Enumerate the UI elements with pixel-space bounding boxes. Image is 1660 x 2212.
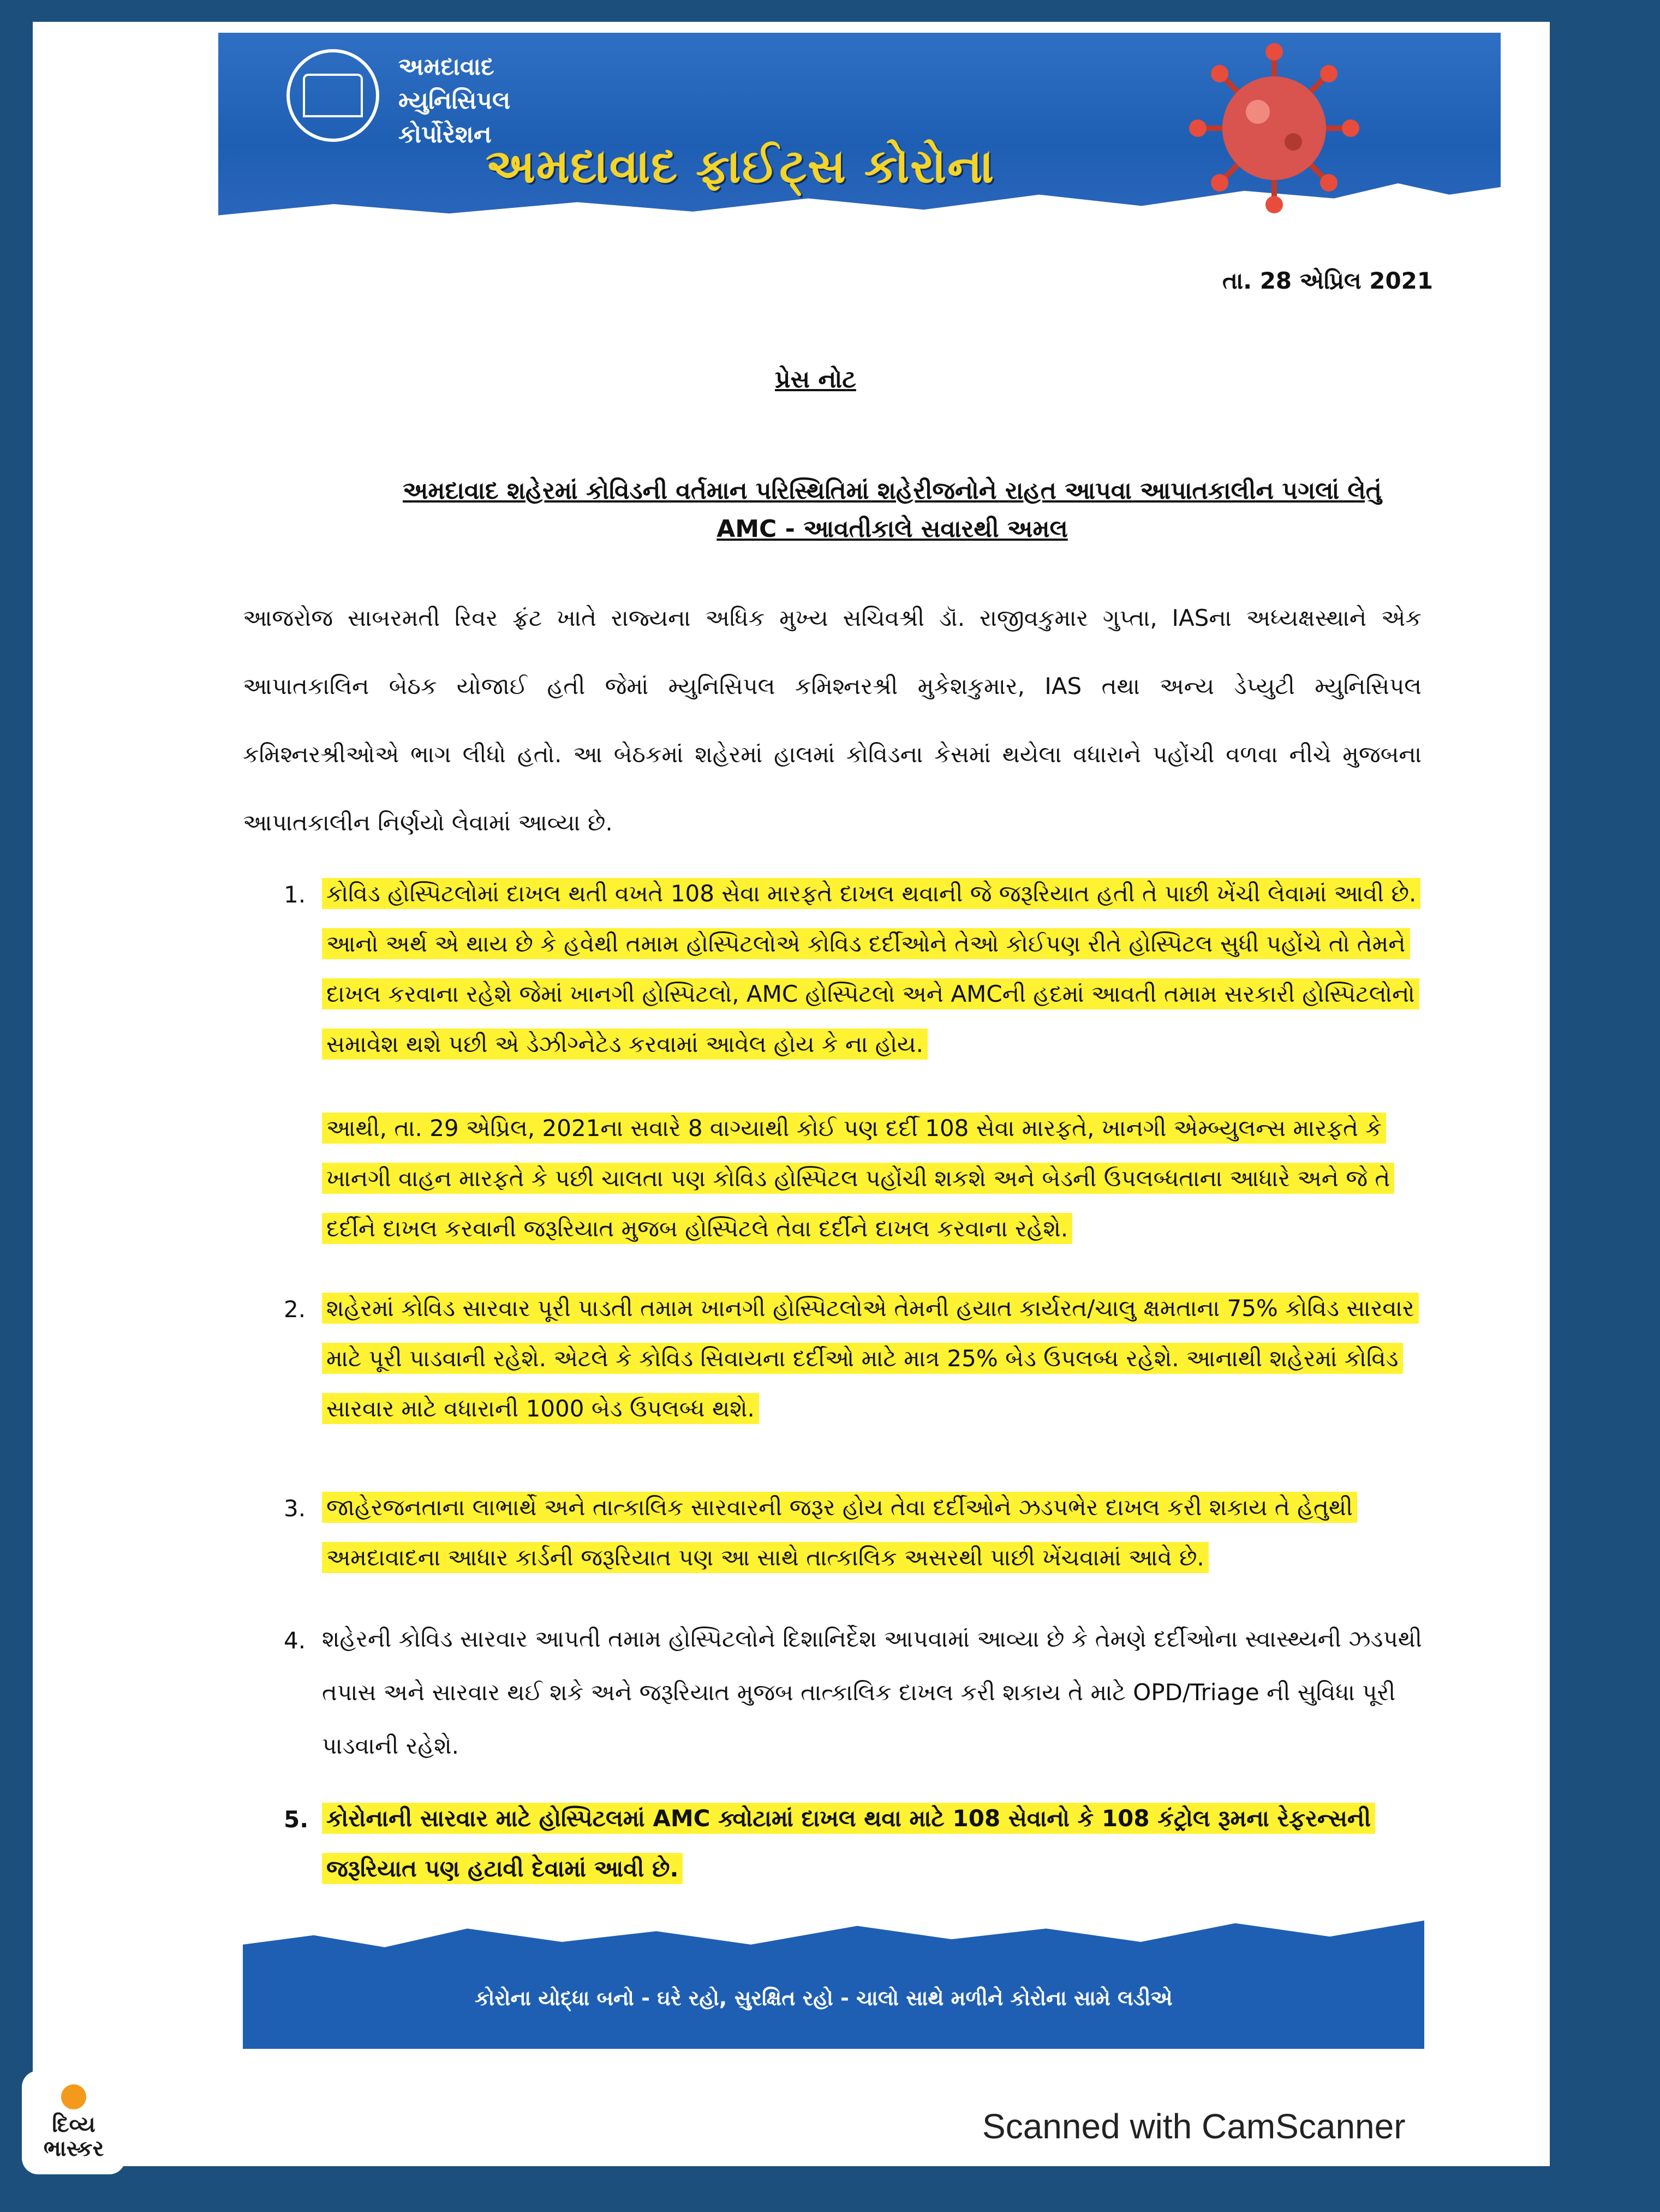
item-number: 2.	[284, 1296, 306, 1323]
coronavirus-icon	[1187, 41, 1362, 216]
item-number: 5.	[284, 1806, 309, 1833]
item-number: 3.	[284, 1495, 306, 1522]
headline-line-2: AMC - આવતીકાલે સવારથી અમલ	[716, 515, 1068, 543]
headline-line-1: અમદાવાદ શહેરમાં કોવિડની વર્તમાન પરિસ્થિતિમાં શહેરીજનોને રાહત આપવા આપાતકાલીન પગલાં લેતું	[403, 477, 1382, 505]
item-3-text	[322, 1482, 1424, 1583]
item-4-text: શહેરની કોવિડ સારવાર આપતી તમામ હોસ્પિટલોને દિશાનિર્દેશ આપવામાં આવ્યા છે કે તેમણે દર્દીઓના સ્વાસ્થ્યની ઝડપથી તપાસ અને સારવાર થઈ શકે અને જરૂરિયાત મુજબ તાત્કાલિક દાખલ કરી શકાય તે માટે OPD/Triage ની સુવિધા પૂરી પાડવાની રહેશે.	[322, 1625, 1422, 1759]
item-5-text	[322, 1793, 1424, 1894]
item-number: 4.	[284, 1627, 306, 1654]
corporation-name-line: અમદાવાદ	[398, 53, 494, 81]
banner-title: અમદાવાદ ફાઈટ્સ કોરોના	[486, 139, 995, 194]
press-note-heading: પ્રેસ નોટ	[775, 366, 856, 393]
corporation-seal-icon	[286, 49, 379, 142]
intro-paragraph: આજરોજ સાબરમતી રિવર ફ્રંટ ખાતે રાજ્યના અધિક મુખ્ય સચિવશ્રી ડૉ. રાજીવકુમાર ગુપ્તા, IASના અધ્યક્ષસ્થાને એક આપાતકાલિન બેઠક યોજાઈ હતી જેમાં મ્યુનિસિપલ કમિશ્નરશ્રી મુકેશકુમાર, IAS તથા અન્ય ડેપ્યુટી મ્યુનિસિપલ કમિશ્નરશ્રીઓએ ભાગ લીધો હતો. આ બેઠકમાં શહેરમાં હાલમાં કોવિડના કેસમાં થયેલા વધારાને પહોંચી વળવા નીચે મુજબના આપાતકાલીન નિર્ણયો લેવામાં આવ્યા છે.	[243, 605, 1422, 836]
corporation-name-line: મ્યુનિસિપલ	[398, 87, 511, 115]
item-text: કોરોનાની સારવાર માટે હોસ્પિટલમાં AMC ક્વોટામાં દાખલ થવા માટે 108 સેવાનો કે 108 કંટ્રોલ રૂમના રેફરન્સની જરૂરિયાત પણ હટાવી દેવામાં આવી છે.	[322, 1803, 1375, 1884]
item-text: કોવિડ હોસ્પિટલોમાં દાખલ થતી વખતે 108 સેવા મારફતે દાખલ થવાની જે જરૂરિયાત હતી તે પાછી ખેંચી લેવામાં આવી છે. આનો અર્થ એ થાય છે કે હવેથી તમામ હોસ્પિટલોએ કોવિડ દર્દીઓને તેઓ કોઈપણ રીતે હોસ્પિટલ સુધી પહોંચે તો તેમને દાખલ કરવાના રહેશે જેમાં ખાનગી હોસ્પિટલો, AMC હોસ્પિટલો અને AMCની હદમાં આવતી તમામ સરકારી હોસ્પિટલોનો સમાવેશ થશે પછી એ ડેઝીગ્નેટેડ કરવામાં આવેલ હોય કે ના હોય.	[322, 878, 1420, 1060]
item-2-text	[322, 1283, 1424, 1434]
item-text: શહેરમાં કોવિડ સારવાર પૂરી પાડતી તમામ ખાનગી હોસ્પિટલોએ તેમની હયાત કાર્યરત/ચાલુ ક્ષમતાના 75% કોવિડ સારવાર માટે પૂરી પાડવાની રહેશે. એટલે કે કોવિડ સિવાયના દર્દીઓ માટે માત્ર 25% બેડ ઉપલબ્ધ રહેશે. આનાથી શહેરમાં કોવિડ સારવાર માટે વધારાની 1000 બેડ ઉપલબ્ધ થશે.	[322, 1293, 1419, 1424]
headline	[349, 472, 1435, 548]
logo-text: દિવ્ય ભાસ્કર	[43, 2112, 104, 2161]
item-number: 1.	[284, 881, 306, 908]
item-1-text	[322, 869, 1424, 1069]
corporation-name	[398, 50, 510, 152]
logo-sun-icon	[61, 2084, 86, 2109]
item-1-sub-text	[322, 1103, 1424, 1254]
document-date: તા. 28 એપ્રિલ 2021	[1222, 267, 1434, 294]
footer-slogan: કોરોના યોદ્ધા બનો - ઘરે રહો, સુરક્ષિત રહો - ચાલો સાથે મળીને કોરોના સામે લડીએ	[475, 1986, 1173, 2010]
item-sub-text: આથી, તા. 29 એપ્રિલ, 2021ના સવારે 8 વાગ્યાથી કોઈ પણ દર્દી 108 સેવા મારફતે, ખાનગી એમ્બ્યુલન્સ મારફતે કે ખાનગી વાહન મારફતે કે પછી ચાલતા પણ કોવિડ હોસ્પિટલ પહોંચી શકશે અને બેડની ઉપલબ્ધતાના આધારે અને જે તે દર્દીને દાખલ કરવાની જરૂરિયાત મુજબ હોસ્પિટલે તેવા દર્દીને દાખલ કરવાના રહેશે.	[322, 1113, 1394, 1244]
scanner-watermark: Scanned with CamScanner	[982, 2107, 1406, 2146]
corporation-name-line: કોર્પોરેશન	[398, 121, 492, 148]
item-text: જાહેરજનતાના લાભાર્થે અને તાત્કાલિક સારવારની જરૂર હોય તેવા દર્દીઓને ઝડપભેર દાખલ કરી શકાય તે હેતુથી અમદાવાદના આધાર કાર્ડની જરૂરિયાત પણ આ સાથે તાત્કાલિક અસરથી પાછી ખેંચવામાં આવે છે.	[322, 1492, 1357, 1573]
divya-bhaskar-logo	[22, 2071, 126, 2174]
